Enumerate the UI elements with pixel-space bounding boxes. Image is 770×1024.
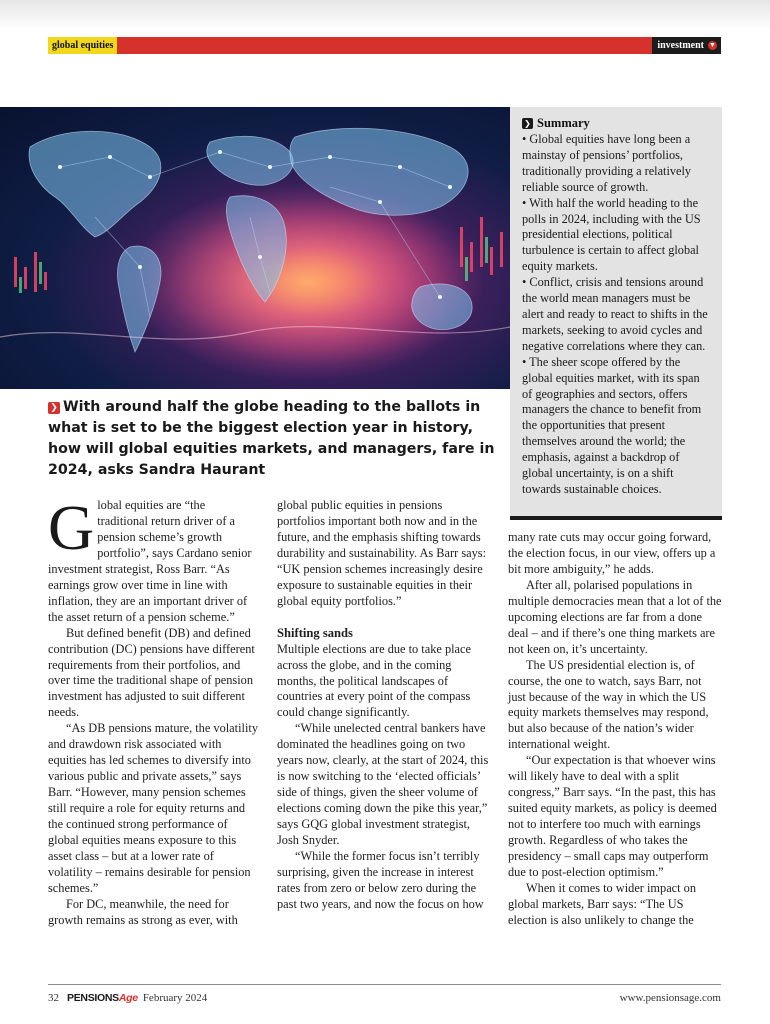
summary-item: • The sheer scope offered by the global equities market, with its span of geographies and sectors, offers managers the chance to benefit from the opportunities that present themselves around the world; the emphasis, against a backdrop of global uncertainty, is on a shift towards sustainable choices.: [522, 354, 702, 496]
article-paragraph: [48, 492, 258, 626]
article-paragraph: “Our expectation is that whoever wins will likely have to deal with a split congress,” Barr says. “In the past, this has suited equity markets, as policy is deemed not to interfere too much with earnings growth. Regardless of who takes the presidency – small caps may outperform due to post-election optimism.”: [508, 753, 717, 880]
article-paragraph: “While unelected central bankers have dominated the headlines going on two years now, clearly, at the start of 2024, this is now switching to the ‘elected officials’ side of things, given the sheer volume of elections coming down the pike this year,” says GQG global investment strategist, Josh Snyder.: [277, 721, 489, 848]
world-map-graphic: [0, 107, 510, 389]
section-label-left: global equities: [48, 37, 117, 54]
hero-image: [0, 107, 510, 389]
article-paragraph: After all, polarised populations in multiple democracies mean that a lot of the upcoming elections are far from a done deal – and if there’s one thing markets are not keen on, it’s uncertainty.: [508, 577, 722, 656]
website-url: www.pensionsage.com: [619, 992, 721, 1004]
subheading: Shifting sands: [277, 625, 353, 640]
section-header-bar: [48, 37, 721, 54]
arrow-right-icon: ❯: [48, 402, 60, 414]
issue-date: February 2024: [142, 992, 208, 1004]
logo-accent: Age: [118, 992, 138, 1004]
top-shade: [0, 0, 770, 30]
article-paragraph: many rate cuts may occur going forward, the election focus, in our view, offers up a bit more ambiguity,” he adds.: [508, 530, 716, 576]
article-paragraph: When it comes to wider impact on global markets, Barr says: “The US election is also unlikely to change the: [508, 880, 697, 927]
article-column-2: [277, 498, 491, 913]
article-paragraph: “While the former focus isn’t terribly surprising, given the increase in interest rates from zero or below zero during the past two years, and now the focus on how: [277, 849, 484, 911]
paragraph-text: lobal equities are “the traditional return driver of a pension scheme’s growth portfolio”, says Cardano senior investment strategist, Ross Barr. “As earnings grow over time in line with inflation, they are an important driver of the asset return of a pension scheme.”: [48, 498, 252, 624]
summary-item: • Global equities have long been a mainstay of pensions’ portfolios, traditionally providing a relatively reliable source of growth.: [522, 132, 692, 194]
article-paragraph: global public equities in pensions portfolios important both now and in the future, and the emphasis shifting towards durability and sustainability. As Barr says: “UK pension schemes increasingly desire exposure to sustainable equities in their global equity portfolios.”: [277, 498, 487, 608]
article-paragraph: But defined benefit (DB) and defined contribution (DC) pensions have different requirements from their portfolios, and over time the traditional shape of pension investment has adjusted to suit different needs.: [48, 625, 255, 720]
standfirst: [48, 397, 510, 481]
drop-cap: G: [48, 492, 95, 563]
article-column-3: [508, 530, 722, 929]
standfirst-text: With around half the globe heading to the ballots in what is set to be the biggest election year in history, how will global equities markets, and managers, fare in 2024, asks Sandra Haurant: [48, 399, 495, 478]
section-label-right: [652, 37, 721, 54]
page-footer: [48, 991, 721, 1005]
article-paragraph: “As DB pensions mature, the volatility and drawdown risk associated with equities has led schemes to diversify into various public and private assets,” says Barr. “However, many pension schemes still require a role for equity returns and the continued strong performance of global equities means exposure to this asset class – but at a lower rate of volatility – remains desirable for pension schemes.”: [48, 721, 258, 895]
logo-main: PENSIONS: [67, 992, 119, 1004]
page-number: 32: [48, 992, 59, 1004]
article-paragraph: For DC, meanwhile, the need for growth remains as strong as ever, with: [48, 896, 238, 927]
article-paragraph: Multiple elections are due to take place across the globe, and in the coming months, the political landscapes of countries at every point of the compass could change significantly.: [277, 641, 471, 720]
summary-item: • Conflict, crisis and tensions around the world mean managers must be alert and ready to react to shifts in the markets, seeking to avoid cycles and negative correlations where they can.: [522, 275, 708, 353]
section-color-bar: [117, 37, 652, 54]
section-right-text: investment: [657, 40, 704, 51]
summary-heading-row: [522, 116, 712, 131]
summary-box: [510, 107, 722, 520]
summary-heading: Summary: [537, 116, 590, 130]
article-column-1: [48, 492, 258, 929]
arrow-right-icon: ❯: [522, 118, 533, 129]
chevron-down-icon: ▼: [709, 41, 716, 49]
footer-divider: [48, 984, 721, 985]
summary-item: • With half the world heading to the polls in 2024, including with the US presidential elections, political turbulence is certain to affect global equity markets.: [522, 195, 701, 274]
article-paragraph: The US presidential election is, of course, the one to watch, says Barr, not just because of the way in which the US equity markets themselves may respond, but also because of the nation’s wider international weight.: [508, 657, 709, 752]
publication-logo: [67, 992, 138, 1004]
